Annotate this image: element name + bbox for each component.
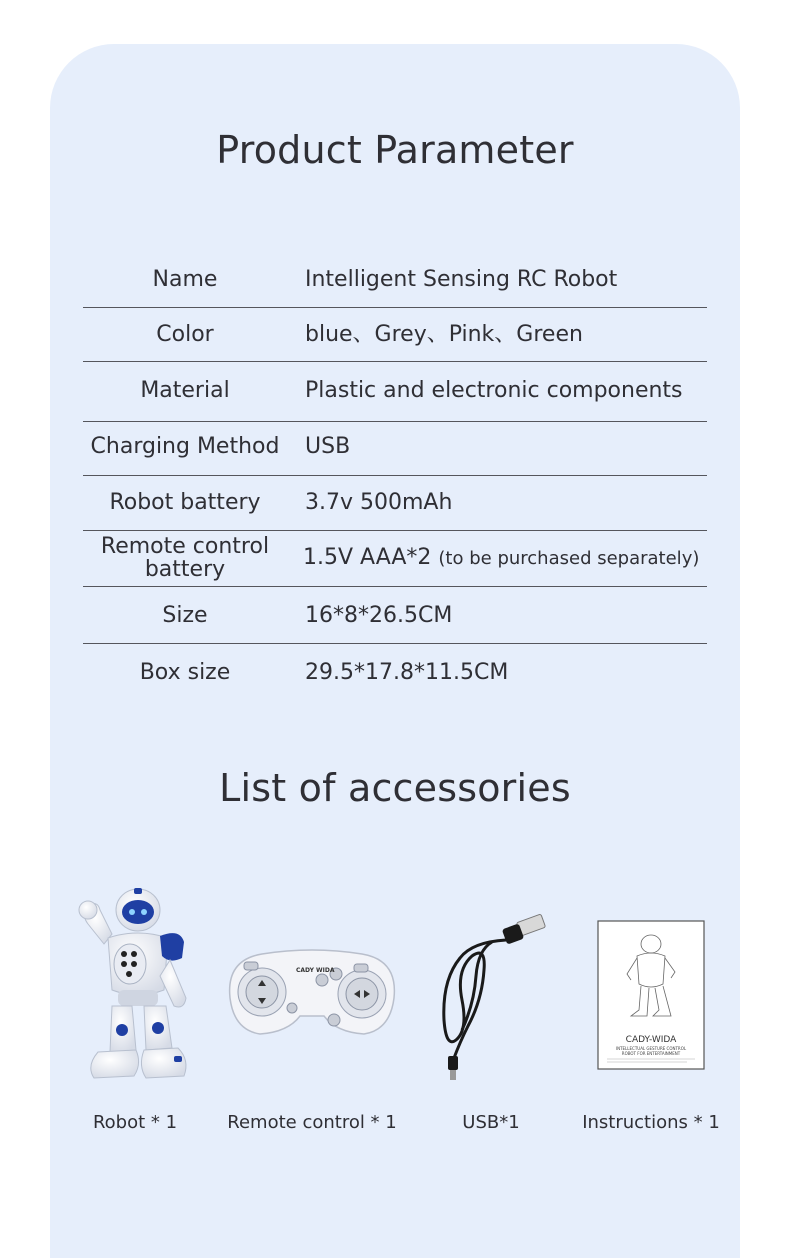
param-value: 3.7v 500mAh bbox=[305, 490, 453, 515]
param-value: Plastic and electronic components bbox=[305, 378, 683, 403]
accessory-caption: Robot * 1 bbox=[92, 1112, 178, 1133]
param-row-box-size bbox=[83, 644, 707, 700]
accessory-caption: Instructions * 1 bbox=[582, 1112, 720, 1133]
param-label: Remote control battery bbox=[100, 534, 270, 582]
param-label: Color bbox=[156, 322, 214, 347]
accessory-caption: USB*1 bbox=[462, 1112, 520, 1133]
param-row-charging bbox=[83, 422, 707, 476]
instructions-booklet-icon bbox=[597, 880, 705, 1102]
param-label: Size bbox=[162, 603, 208, 628]
param-row-name bbox=[83, 252, 707, 308]
param-label: Material bbox=[140, 378, 230, 403]
param-value: Intelligent Sensing RC Robot bbox=[305, 267, 618, 292]
param-label: Charging Method bbox=[90, 434, 280, 459]
param-value: blue、Grey、Pink、Green bbox=[305, 322, 583, 347]
booklet-subtitle-2: ROBOT FOR ENTERTAINMENT bbox=[621, 1051, 681, 1056]
param-label: Name bbox=[152, 267, 218, 292]
usb-cable-icon bbox=[432, 880, 550, 1102]
booklet-subtitle: INTELLECTUAL GESTURE CONTROL bbox=[615, 1046, 687, 1051]
param-row-size bbox=[83, 587, 707, 644]
section-title-accessories: List of accessories bbox=[219, 766, 571, 810]
param-value: 16*8*26.5CM bbox=[305, 603, 453, 628]
robot-icon bbox=[74, 880, 196, 1102]
remote-brand-label: CADY WIDA bbox=[296, 967, 335, 974]
accessory-caption: Remote control * 1 bbox=[227, 1112, 397, 1133]
param-value-main: 1.5V AAA*2 bbox=[303, 545, 432, 570]
param-row-color bbox=[83, 308, 707, 362]
param-label: Box size bbox=[139, 660, 231, 685]
param-value bbox=[303, 546, 699, 571]
booklet-brand: CADY-WIDA bbox=[625, 1035, 677, 1045]
section-title-product-parameter: Product Parameter bbox=[216, 128, 574, 172]
param-row-robot-battery bbox=[83, 476, 707, 531]
param-label: Robot battery bbox=[109, 490, 261, 515]
parameter-table bbox=[83, 252, 707, 700]
param-value: 29.5*17.8*11.5CM bbox=[305, 660, 509, 685]
param-value-note: (to be purchased separately) bbox=[438, 548, 700, 569]
remote-control-icon bbox=[224, 880, 400, 1102]
param-row-remote-battery bbox=[83, 531, 707, 587]
param-row-material bbox=[83, 362, 707, 422]
param-value: USB bbox=[305, 434, 351, 459]
